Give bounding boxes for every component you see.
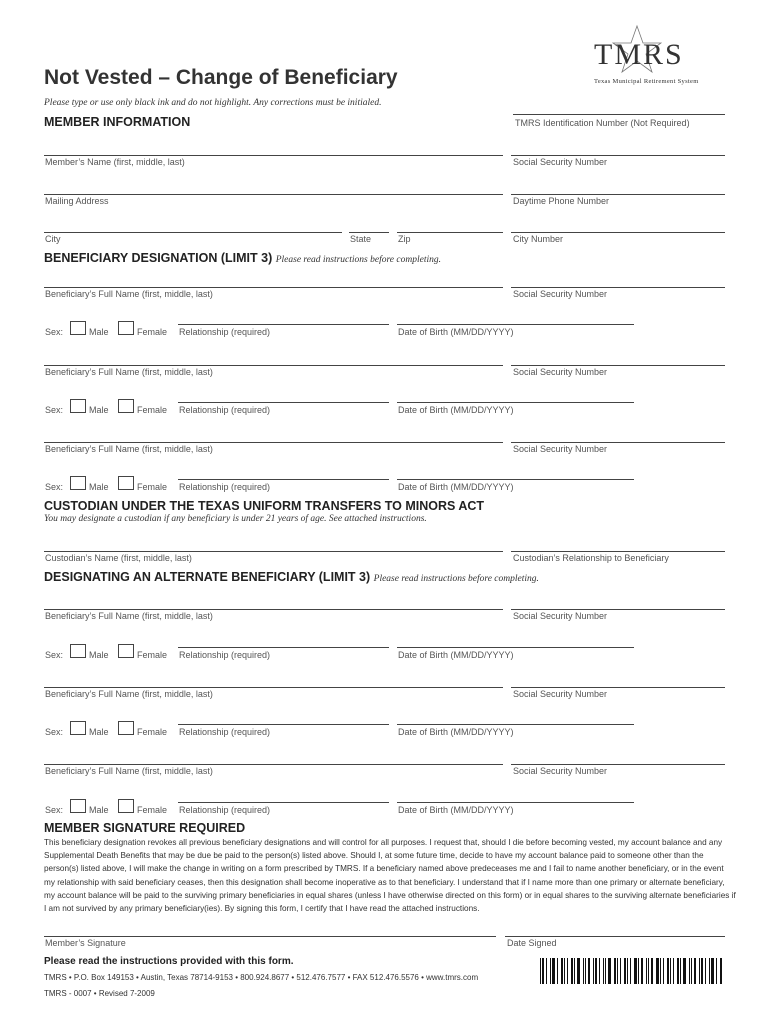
- custodian-relationship-field[interactable]: [511, 551, 725, 552]
- state-label: State: [350, 234, 372, 244]
- barcode-bar: [550, 958, 551, 984]
- barcode-bar: [571, 958, 573, 984]
- barcode-bar: [683, 958, 686, 984]
- barcode-bar: [638, 958, 639, 984]
- alternate-beneficiary-ssn-field-1[interactable]: [511, 609, 725, 610]
- alternate-beneficiary-name-field-1[interactable]: [44, 609, 503, 610]
- barcode-bar: [663, 958, 664, 984]
- mailing-address-label: Mailing Address: [45, 196, 109, 206]
- alternate-beneficiary-male-checkbox-1[interactable]: [70, 644, 86, 658]
- beneficiary-dob-field-1[interactable]: [397, 324, 634, 325]
- barcode-bar: [656, 958, 659, 984]
- barcode-bar: [711, 958, 714, 984]
- alternate-beneficiary-female-checkbox-2[interactable]: [118, 721, 134, 735]
- barcode-bar: [546, 958, 547, 984]
- barcode-bar: [646, 958, 647, 984]
- beneficiary-male-checkbox-2[interactable]: [70, 399, 86, 413]
- barcode-bar: [701, 958, 703, 984]
- barcode-bar: [634, 958, 637, 984]
- barcode-bar: [557, 958, 558, 984]
- alternate-beneficiary-ssn-label-2: Social Security Number: [513, 689, 608, 699]
- barcode-bar: [561, 958, 563, 984]
- beneficiary-male-label-1: Male: [89, 327, 109, 337]
- page-title: Not Vested – Change of Beneficiary: [44, 66, 398, 89]
- barcode-bar: [691, 958, 692, 984]
- alternate-beneficiary-relationship-label-2: Relationship (required): [179, 727, 271, 737]
- member-name-label: Member’s Name (first, middle, last): [45, 157, 185, 167]
- beneficiary-sex-label-1: Sex:: [45, 327, 64, 337]
- barcode-bar: [608, 958, 611, 984]
- barcode-bar: [603, 958, 604, 984]
- barcode-bar: [599, 958, 600, 984]
- barcode-bar: [564, 958, 565, 984]
- alternate-beneficiary-male-checkbox-2[interactable]: [70, 721, 86, 735]
- alternate-beneficiary-name-label-1: Beneficiary’s Full Name (first, middle, last): [45, 611, 213, 621]
- beneficiary-relationship-label-3: Relationship (required): [179, 482, 271, 492]
- signature-heading: MEMBER SIGNATURE REQUIRED: [44, 821, 246, 835]
- footer-read-instructions: Please read the instructions provided with this form.: [44, 956, 294, 967]
- barcode-bar: [648, 958, 649, 984]
- alternate-beneficiary-relationship-label-1: Relationship (required): [179, 650, 271, 660]
- beneficiary-dob-field-2[interactable]: [397, 402, 634, 403]
- barcode-bar: [624, 958, 626, 984]
- beneficiary-male-checkbox-1[interactable]: [70, 321, 86, 335]
- beneficiary-female-label-3: Female: [137, 482, 168, 492]
- barcode-bar: [677, 958, 679, 984]
- alternate-beneficiary-relationship-field-2[interactable]: [178, 724, 389, 725]
- beneficiary-ssn-field-2[interactable]: [511, 365, 725, 366]
- beneficiary-relationship-field-1[interactable]: [178, 324, 389, 325]
- beneficiary-male-checkbox-3[interactable]: [70, 476, 86, 490]
- member-ssn-label: Social Security Number: [513, 157, 608, 167]
- barcode-bar: [670, 958, 671, 984]
- beneficiary-sex-label-2: Sex:: [45, 405, 64, 415]
- beneficiary-heading: [44, 251, 441, 265]
- alternate-beneficiary-female-label-3: Female: [137, 805, 168, 815]
- barcode: [540, 958, 730, 984]
- date-signed-label: Date Signed: [507, 938, 557, 948]
- beneficiary-dob-label-3: Date of Birth (MM/DD/YYYY): [398, 482, 514, 492]
- barcode-bar: [680, 958, 681, 984]
- alternate-beneficiary-ssn-field-3[interactable]: [511, 764, 725, 765]
- alternate-beneficiary-name-label-2: Beneficiary’s Full Name (first, middle, last): [45, 689, 213, 699]
- alternate-beneficiary-dob-field-2[interactable]: [397, 724, 634, 725]
- barcode-bar: [641, 958, 643, 984]
- alternate-heading-text: DESIGNATING AN ALTERNATE BENEFICIARY (LIMIT 3): [44, 570, 371, 584]
- barcode-bar: [585, 958, 586, 984]
- beneficiary-heading-text: BENEFICIARY DESIGNATION (LIMIT 3): [44, 251, 273, 265]
- beneficiary-dob-label-2: Date of Birth (MM/DD/YYYY): [398, 405, 514, 415]
- beneficiary-name-field-3[interactable]: [44, 442, 503, 443]
- alternate-beneficiary-male-checkbox-3[interactable]: [70, 799, 86, 813]
- city-label: City: [45, 234, 61, 244]
- zip-field[interactable]: [397, 232, 503, 233]
- beneficiary-name-field-2[interactable]: [44, 365, 503, 366]
- beneficiary-name-label-1: Beneficiary’s Full Name (first, middle, last): [45, 289, 213, 299]
- tmrs-id-field[interactable]: [513, 114, 725, 115]
- beneficiary-dob-label-1: Date of Birth (MM/DD/YYYY): [398, 327, 514, 337]
- member-signature-label: Member’s Signature: [45, 938, 126, 948]
- footer-contact: TMRS • P.O. Box 149153 • Austin, Texas 78714-9153 • 800.924.8677 • 512.476.7577 • FAX 512.476.5576 • www.tmrs.com: [44, 973, 479, 982]
- alternate-beneficiary-ssn-field-2[interactable]: [511, 687, 725, 688]
- beneficiary-name-label-2: Beneficiary’s Full Name (first, middle, last): [45, 367, 213, 377]
- beneficiary-ssn-label-3: Social Security Number: [513, 444, 608, 454]
- beneficiary-female-label-1: Female: [137, 327, 168, 337]
- barcode-bar: [574, 958, 575, 984]
- custodian-relationship-label: Custodian’s Relationship to Beneficiary: [513, 553, 669, 563]
- beneficiary-female-checkbox-1[interactable]: [118, 321, 134, 335]
- beneficiary-female-label-2: Female: [137, 405, 168, 415]
- form-instructions: Please type or use only black ink and do not highlight. Any corrections must be initialed.: [44, 98, 382, 108]
- alternate-beneficiary-sex-label-2: Sex:: [45, 727, 64, 737]
- beneficiary-ssn-field-1[interactable]: [511, 287, 725, 288]
- alternate-beneficiary-name-label-3: Beneficiary’s Full Name (first, middle, last): [45, 766, 213, 776]
- barcode-bar: [593, 958, 594, 984]
- footer-form-id: TMRS - 0007 • Revised 7-2009: [44, 989, 155, 998]
- beneficiary-relationship-field-2[interactable]: [178, 402, 389, 403]
- barcode-bar: [673, 958, 674, 984]
- beneficiary-male-label-2: Male: [89, 405, 109, 415]
- barcode-bar: [567, 958, 568, 984]
- alternate-beneficiary-female-checkbox-3[interactable]: [118, 799, 134, 813]
- custodian-name-field[interactable]: [44, 551, 503, 552]
- beneficiary-female-checkbox-3[interactable]: [118, 476, 134, 490]
- date-signed-field[interactable]: [505, 936, 725, 937]
- alternate-beneficiary-dob-field-1[interactable]: [397, 647, 634, 648]
- alternate-beneficiary-relationship-label-3: Relationship (required): [179, 805, 271, 815]
- barcode-bar: [627, 958, 628, 984]
- barcode-bar: [651, 958, 653, 984]
- barcode-bar: [620, 958, 621, 984]
- barcode-bar: [720, 958, 722, 984]
- alternate-beneficiary-dob-label-2: Date of Birth (MM/DD/YYYY): [398, 727, 514, 737]
- barcode-bar: [540, 958, 541, 984]
- barcode-bar: [588, 958, 590, 984]
- beneficiary-instruction: Please read instructions before completing.: [275, 255, 441, 265]
- daytime-phone-field[interactable]: [511, 194, 725, 195]
- beneficiary-relationship-label-2: Relationship (required): [179, 405, 271, 415]
- beneficiary-sex-label-3: Sex:: [45, 482, 64, 492]
- custodian-note: You may designate a custodian if any beneficiary is under 21 years of age. See attached instructions.: [44, 514, 427, 524]
- beneficiary-relationship-field-3[interactable]: [178, 479, 389, 480]
- barcode-bar: [542, 958, 544, 984]
- alternate-beneficiary-relationship-field-3[interactable]: [178, 802, 389, 803]
- city-number-label: City Number: [513, 234, 564, 244]
- daytime-phone-label: Daytime Phone Number: [513, 196, 610, 206]
- beneficiary-ssn-label-1: Social Security Number: [513, 289, 608, 299]
- alternate-beneficiary-female-label-2: Female: [137, 727, 168, 737]
- beneficiary-male-label-3: Male: [89, 482, 109, 492]
- city-field[interactable]: [44, 232, 342, 233]
- tmrs-logo: [590, 28, 730, 90]
- custodian-name-label: Custodian’s Name (first, middle, last): [45, 553, 192, 563]
- barcode-bar: [709, 958, 710, 984]
- beneficiary-ssn-label-2: Social Security Number: [513, 367, 608, 377]
- barcode-bar: [699, 958, 700, 984]
- barcode-bar: [617, 958, 618, 984]
- alternate-beneficiary-name-field-3[interactable]: [44, 764, 503, 765]
- city-number-field[interactable]: [511, 232, 725, 233]
- barcode-bar: [583, 958, 584, 984]
- alternate-beneficiary-name-field-2[interactable]: [44, 687, 503, 688]
- alternate-beneficiary-male-label-2: Male: [89, 727, 109, 737]
- signature-statement: This beneficiary designation revokes all previous beneficiary designations and will control for all purposes. I request that, should I die before becoming vested, my account balance and any Supplemental Death Benefits that may be due be paid to the person(s) listed above. Should I, at some future time, decide to have my account balance paid to someone other than the person(s) listed above, I will make the change in writing on a form prescribed by TMRS. If a beneficiary named above predeceases me and I fail to name another beneficiary, or in the event my relationship with said beneficiary ceases, then this designation shall become inoperative as to that beneficiary. I understand that if I name more than one primary or alternate beneficiary, my account balance will be paid to the surviving primary beneficiaries in equal shares (unless I have otherwise directed on this form) or in equal shares to the surviving alternate beneficiaries if I am not survived by any primary beneficiary(ies). By signing this form, I certify that I have read the attached instructions.: [44, 838, 736, 914]
- alternate-beneficiary-ssn-label-1: Social Security Number: [513, 611, 608, 621]
- member-signature-field[interactable]: [44, 936, 496, 937]
- barcode-bar: [694, 958, 696, 984]
- beneficiary-ssn-field-3[interactable]: [511, 442, 725, 443]
- logo-subtitle: Texas Municipal Retirement System: [594, 78, 699, 85]
- alternate-beneficiary-dob-field-3[interactable]: [397, 802, 634, 803]
- beneficiary-name-label-3: Beneficiary’s Full Name (first, middle, last): [45, 444, 213, 454]
- barcode-bar: [595, 958, 597, 984]
- barcode-bar: [667, 958, 669, 984]
- beneficiary-female-checkbox-2[interactable]: [118, 399, 134, 413]
- barcode-bar: [689, 958, 690, 984]
- alternate-beneficiary-ssn-label-3: Social Security Number: [513, 766, 608, 776]
- barcode-bar: [614, 958, 616, 984]
- member-name-field[interactable]: [44, 155, 503, 156]
- logo-wordmark: TMRS: [594, 38, 684, 71]
- tmrs-id-label: TMRS Identification Number (Not Required): [515, 118, 690, 128]
- custodian-heading: CUSTODIAN UNDER THE TEXAS UNIFORM TRANSFERS TO MINORS ACT: [44, 499, 485, 513]
- beneficiary-name-field-1[interactable]: [44, 287, 503, 288]
- barcode-bar: [660, 958, 661, 984]
- barcode-bar: [716, 958, 717, 984]
- state-field[interactable]: [349, 232, 389, 233]
- barcode-bar: [630, 958, 631, 984]
- alternate-beneficiary-female-checkbox-1[interactable]: [118, 644, 134, 658]
- mailing-address-field[interactable]: [44, 194, 503, 195]
- alternate-beneficiary-relationship-field-1[interactable]: [178, 647, 389, 648]
- alternate-beneficiary-dob-label-3: Date of Birth (MM/DD/YYYY): [398, 805, 514, 815]
- alternate-heading: [44, 570, 539, 584]
- alternate-beneficiary-male-label-3: Male: [89, 805, 109, 815]
- barcode-bar: [552, 958, 555, 984]
- beneficiary-dob-field-3[interactable]: [397, 479, 634, 480]
- alternate-instruction: Please read instructions before completing.: [373, 574, 539, 584]
- alternate-beneficiary-dob-label-1: Date of Birth (MM/DD/YYYY): [398, 650, 514, 660]
- barcode-bar: [705, 958, 706, 984]
- beneficiary-relationship-label-1: Relationship (required): [179, 327, 271, 337]
- barcode-bar: [605, 958, 606, 984]
- alternate-beneficiary-female-label-1: Female: [137, 650, 168, 660]
- member-ssn-field[interactable]: [511, 155, 725, 156]
- alternate-beneficiary-sex-label-3: Sex:: [45, 805, 64, 815]
- zip-label: Zip: [398, 234, 411, 244]
- alternate-beneficiary-sex-label-1: Sex:: [45, 650, 64, 660]
- alternate-beneficiary-male-label-1: Male: [89, 650, 109, 660]
- barcode-bar: [577, 958, 580, 984]
- member-info-heading: MEMBER INFORMATION: [44, 115, 191, 129]
